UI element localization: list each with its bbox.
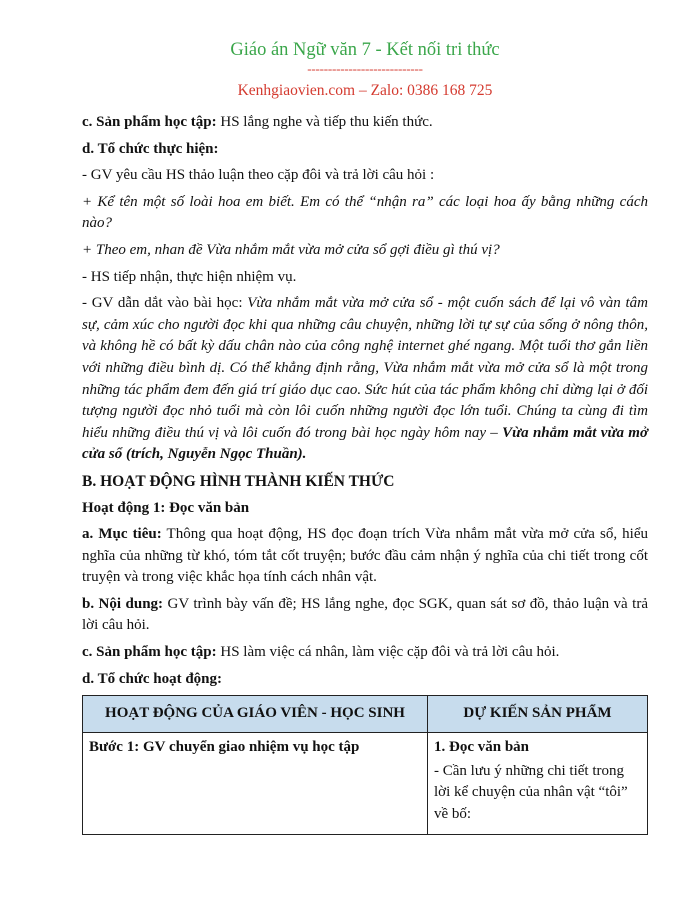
paragraph-organize-2 — [82, 669, 648, 691]
activity-1-label: Hoạt động 1: Đọc văn bản — [82, 499, 250, 516]
paragraph-question-2 — [82, 240, 648, 262]
step-1-label: Bước 1: GV chuyển giao nhiệm vụ học tập — [89, 739, 360, 756]
question-1: + Kể tên một số loài hoa em biết. Em có thể “nhận ra” các loại hoa ấy bằng những cách nào? — [82, 193, 648, 232]
product-title: 1. Đọc văn bản — [434, 739, 530, 756]
label-organize-2: d. Tổ chức hoạt động: — [82, 670, 223, 687]
label-organize: d. Tổ chức thực hiện: — [82, 140, 219, 157]
section-b-heading: B. HOẠT ĐỘNG HÌNH THÀNH KIẾN THỨC — [82, 472, 395, 490]
paragraph-product — [82, 112, 648, 134]
intro-lead: - GV dẫn dắt vào bài học: — [82, 295, 248, 312]
table-row — [83, 733, 648, 834]
activity-1-heading — [82, 498, 648, 520]
paragraph-request: - GV yêu cầu HS thảo luận theo cặp đôi và trả lời câu hỏi : — [82, 167, 435, 184]
paragraph-content — [82, 594, 648, 637]
intro-italic: Vừa nhắm mắt vừa mở cửa sổ - một cuốn sách để lại vô vàn tâm sự, cảm xúc cho người đọc khi qua những câu chuyện, những lời tự sự của sống ở nông thôn, và không hề có bất kỳ dấu chân nào của công nghệ internet ghé ngang. Một tuổi thơ gắn liền với những điều bình dị. Có thể khẳng định rằng, Vừa nhắm mắt vừa mở cửa sổ là một trong những tác phẩm đem đến giá trí giáo dục cao. Sức hút của tác phẩm không chỉ dừng lại ở đối tượng người đọc nhỏ tuổi mà còn lôi cuốn những người đọc lớn tuổi. Chúng ta cùng đi tìm hiểu những điều thú vị và lôi cuốn đó trong bài học ngày hôm nay – — [82, 295, 648, 441]
table-cell-step — [83, 733, 428, 834]
text-goal: Thông qua hoạt động, HS đọc đoạn trích Vừa nhắm mắt vừa mở cửa sổ, hiểu nghĩa của những từ khó, tóm tắt cốt truyện; bước đầu cảm nhận ý nghĩa của chi tiết trong cốt truyện và trong việc khắc họa tính cách nhân vật. — [82, 526, 648, 586]
page-header — [82, 38, 648, 103]
text-content: GV trình bày vấn đề; HS lắng nghe, đọc SGK, quan sát sơ đồ, thảo luận và trả lời câu hỏi. — [82, 595, 648, 634]
label-content: b. Nội dung: — [82, 595, 164, 612]
paragraph-goal — [82, 524, 648, 589]
question-2: + Theo em, nhan đề Vừa nhắm mắt vừa mở cửa sổ gợi điều gì thú vị? — [82, 241, 500, 258]
product-text: - Cần lưu ý những chi tiết trong lời kể chuyện của nhân vật “tôi” về bố: — [434, 762, 628, 823]
table-header-row — [83, 696, 648, 733]
table-header-expected-product: DỰ KIẾN SẢN PHẨM — [428, 696, 648, 733]
header-contact: Kenhgiaovien.com – Zalo: 0386 168 725 — [237, 82, 493, 99]
label-goal: a. Mục tiêu: — [82, 526, 162, 543]
product-title-wrap — [434, 737, 641, 759]
label-product-2: c. Sản phẩm học tập: — [82, 644, 217, 661]
header-divider: ---------------------------- — [307, 61, 423, 76]
header-title: Giáo án Ngữ văn 7 - Kết nối tri thức — [230, 40, 500, 60]
table-cell-product — [428, 733, 648, 834]
table-header-teacher-student: HOẠT ĐỘNG CỦA GIÁO VIÊN - HỌC SINH — [83, 696, 428, 733]
paragraph-organize-heading — [82, 139, 648, 161]
label-product: c. Sản phẩm học tập: — [82, 114, 217, 130]
activity-table — [82, 695, 648, 834]
document-page — [82, 0, 648, 835]
paragraph-receive: - HS tiếp nhận, thực hiện nhiệm vụ. — [82, 268, 297, 285]
text-product: HS lắng nghe và tiếp thu kiến thức. — [216, 114, 433, 130]
paragraph-intro — [82, 293, 648, 466]
paragraph-question-1 — [82, 192, 648, 235]
text-product-2: HS làm việc cá nhân, làm việc cặp đôi và trả lời câu hỏi. — [216, 644, 560, 661]
document-body — [82, 112, 648, 835]
intro-title: Vừa nhắm mắt vừa mở cửa sổ (trích, Nguyễn Ngọc Thuần). — [82, 424, 648, 463]
paragraph-product-2 — [82, 642, 648, 664]
